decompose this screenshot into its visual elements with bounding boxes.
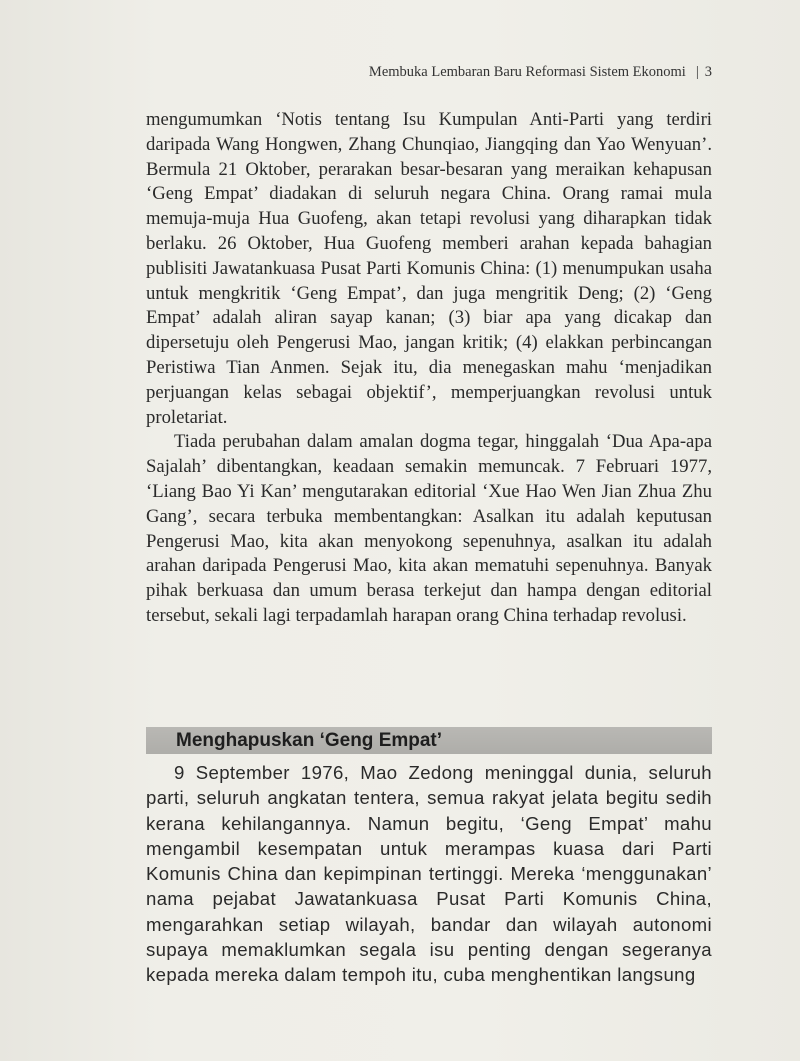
section-heading: Menghapuskan ‘Geng Empat’ [176,730,443,751]
header-separator: | [695,64,699,80]
running-title: Membuka Lembaran Baru Reformasi Sistem Ekonomi [368,64,686,80]
section-body [146,760,712,988]
section-paragraph: 9 September 1976, Mao Zedong meninggal dunia, seluruh parti, seluruh angkatan tentera, semua rakyat jelata begitu sedih kerana kehilangannya. Namun begitu, ‘Geng Empat’ mahu mengambil kesempatan untuk merampas kuasa dari Parti Komunis China dan kepimpinan tertinggi. Mereka ‘menggunakan’ nama pejabat Jawatankuasa Pusat Parti Komunis China, mengarahkan setiap wilayah, bandar dan wilayah autonomi supaya memaklumkan segala isu penting dengan segeranya kepada mereka dalam tempoh itu, cuba menghentikan langsung [146,762,712,986]
running-header [300,64,712,81]
paragraph: Tiada perubahan dalam amalan dogma tegar, hinggalah ‘Dua Apa-apa Sajalah’ dibentangkan, keadaan semakin memuncak. 7 Februari 1977, ‘Liang Bao Yi Kan’ mengutarakan editorial ‘Xue Hao Wen Jian Zhua Zhu Gang’, secara terbuka membentangkan: Asalkan itu adalah keputusan Pengerusi Mao, kita akan menyokong sepenuhnya, asalkan itu adalah arahan daripada Pengerusi Mao, kita akan mematuhi sepenuhnya. Banyak pihak berkuasa dan umum berasa terkejut dan hampa dengan editorial tersebut, sekali lagi terpadamlah harapan orang China terhadap revolusi. [146,431,712,626]
page-number: 3 [704,64,712,80]
paragraph-continuation: mengumumkan ‘Notis tentang Isu Kumpulan Anti-Parti yang terdiri daripada Wang Hongwen, Zhang Chunqiao, Jiangqing dan Yao Wenyuan’. Bermula 21 Oktober, perarakan besar-besaran yang meraikan kehapusan ‘Geng Empat’ diadakan di seluruh negara China. Orang ramai mula memuja-muja Hua Guofeng, akan tetapi revolusi yang diharapkan tidak berlaku. 26 Oktober, Hua Guofeng memberi arahan kepada bahagian publisiti Jawatankuasa Pusat Parti Komunis China: (1) menumpukan usaha untuk mengkritik ‘Geng Empat’, dan juga mengritik Deng; (2) ‘Geng Empat’ adalah aliran sayap kanan; (3) biar apa yang dicakap dan dipersetuju oleh Pengerusi Mao, jangan kritik; (4) elakkan perbincangan Peristiwa Tian Anmen. Sejak itu, dia menegaskan mahu ‘menjadikan perjuangan kelas sebagai objektif’, memperjuangkan revolusi untuk proletariat. [146,109,712,428]
body-text [146,108,712,629]
